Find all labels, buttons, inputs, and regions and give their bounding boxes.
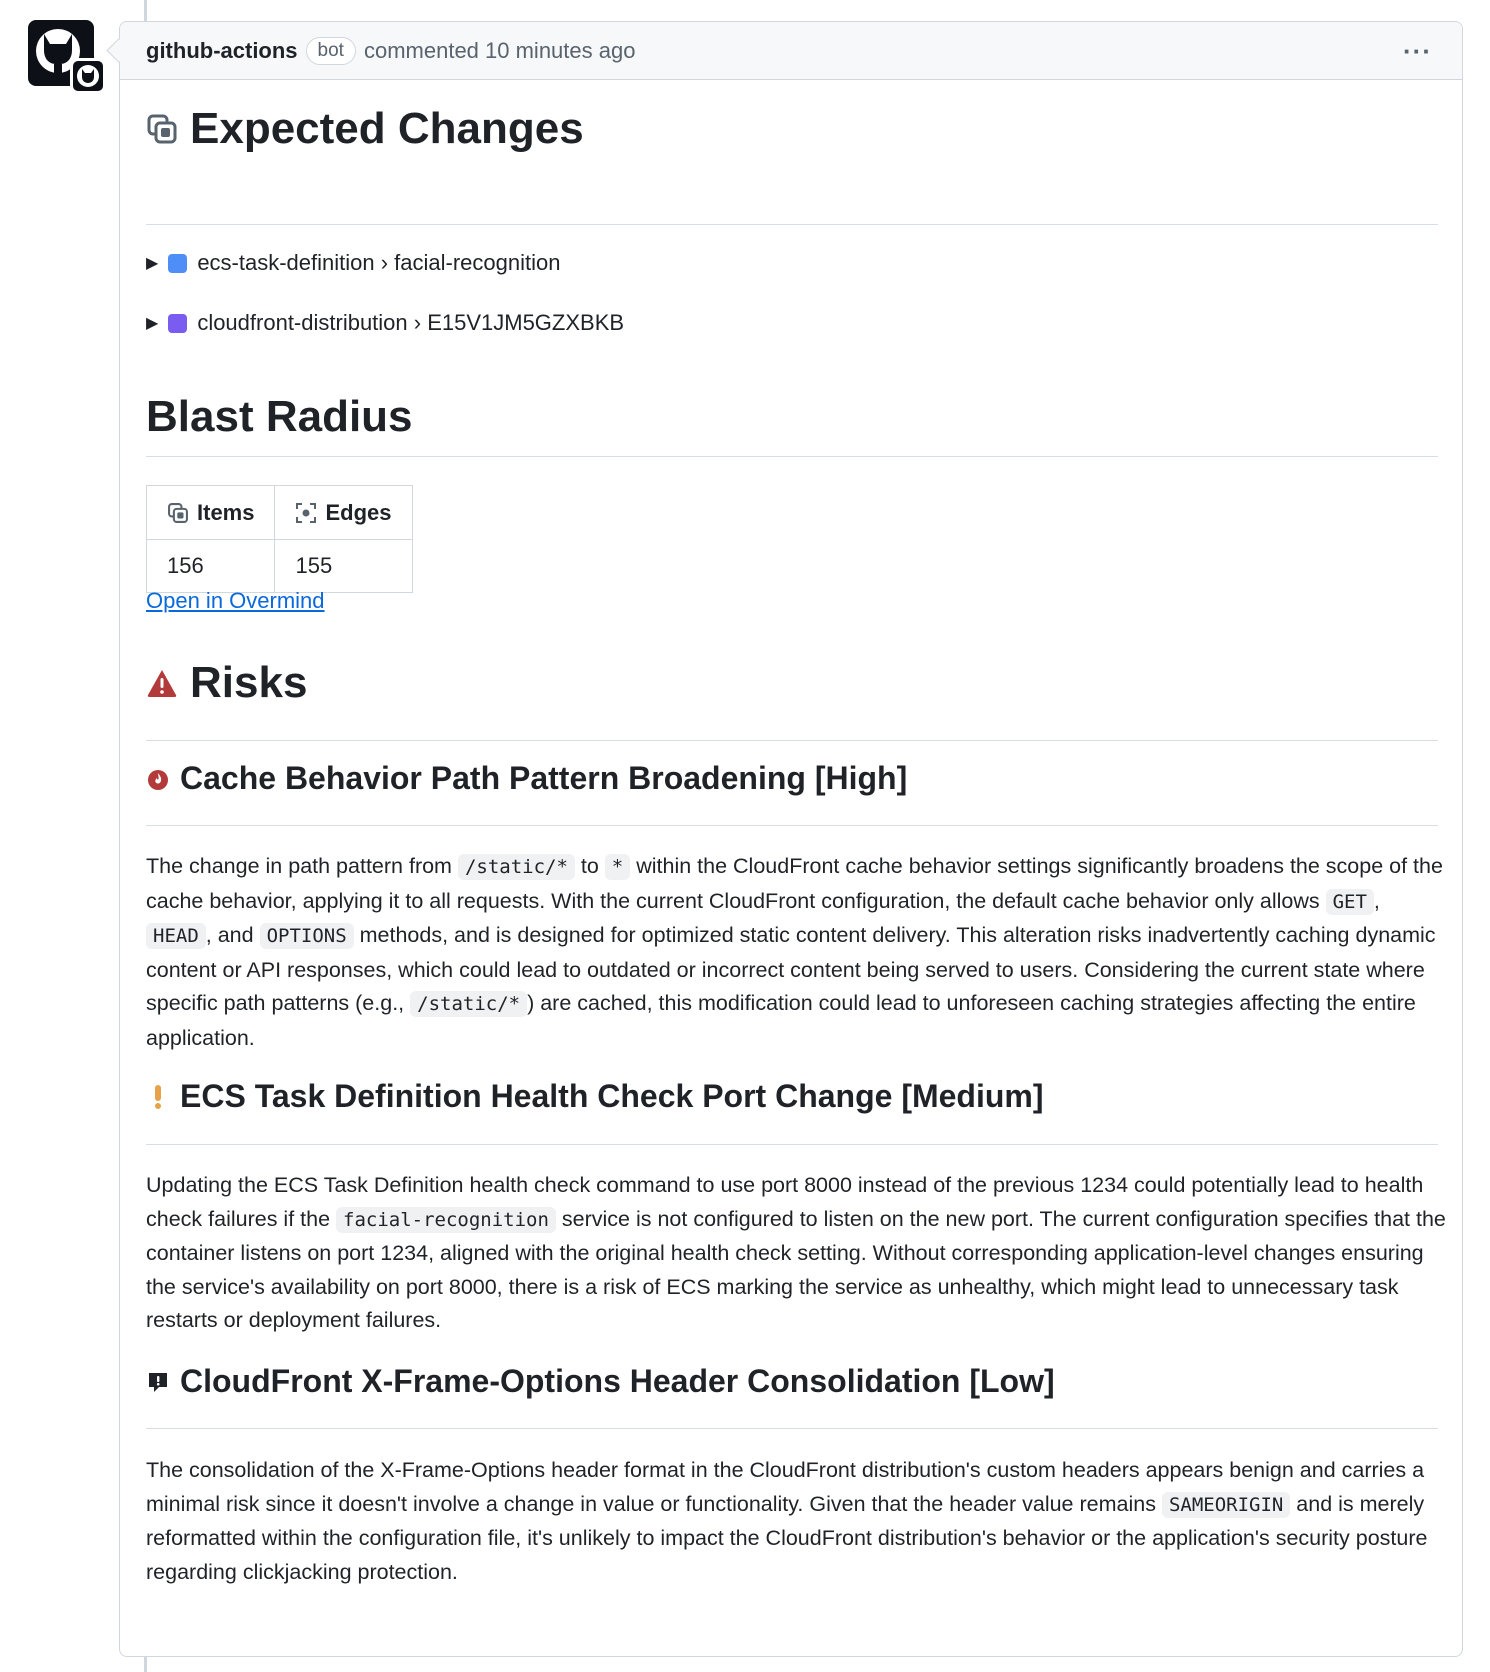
ecs-icon [168, 254, 187, 273]
items-label: Items [197, 499, 255, 525]
comment-header [120, 22, 1462, 80]
cloudfront-icon [168, 314, 187, 333]
flame-icon [146, 767, 170, 791]
items-column-header [147, 486, 275, 540]
expand-triangle-icon[interactable]: ▶ [146, 315, 159, 332]
table-row [147, 540, 413, 593]
focus-icon [295, 502, 317, 524]
items-value: 156 [147, 540, 275, 593]
change-item-label: ecs-task-definition › facial-recognition [197, 250, 561, 275]
risk-description-high: The change in path pattern from /static/* to * within the CloudFront cache behavior settings significantly broadens the scope of the cache behavior, applying it to all requests. With the current CloudFront configuration, the default cache behavior only allows GET , HEAD , and OPTIONS methods, and is designed for optimized static content delivery. This alteration risks inadvertently caching dynamic content or API responses, which could lead to outdated or incorrect content being served to users. Considering the current state where specific path patterns (e.g., /static/* ) are cached, this modification could lead to unforeseen caching strategies affecting the entire application. [146, 854, 1443, 1050]
comment-card [119, 21, 1463, 1657]
inline-code: HEAD [146, 923, 206, 949]
comment-timestamp[interactable]: commented 10 minutes ago [363, 37, 636, 63]
expected-changes-title: Expected Changes [190, 104, 584, 153]
edges-value: 155 [275, 540, 412, 593]
divider [146, 740, 1438, 741]
stacked-squares-icon [167, 502, 189, 524]
blast-radius-title: Blast Radius [146, 392, 413, 441]
edges-label: Edges [325, 499, 392, 525]
risk-heading-medium [146, 1078, 1044, 1115]
risks-title: Risks [190, 658, 308, 707]
divider [146, 1428, 1438, 1429]
inline-code: * [605, 854, 630, 880]
risk-title: CloudFront X-Frame-Options Header Consolidation [Low] [180, 1363, 1055, 1399]
risk-title: Cache Behavior Path Pattern Broadening [High] [180, 760, 908, 796]
inline-code: GET [1326, 889, 1374, 915]
app-badge-icon [70, 58, 106, 94]
blast-radius-heading [146, 392, 413, 442]
expected-changes-heading [146, 104, 584, 154]
divider [146, 456, 1438, 457]
divider [146, 224, 1438, 225]
risks-heading [146, 658, 307, 708]
inline-code: SAMEORIGIN [1162, 1492, 1290, 1518]
divider [146, 825, 1438, 826]
inline-code: /static/* [458, 854, 575, 880]
risk-heading-high [146, 760, 907, 797]
stacked-squares-icon [146, 113, 178, 145]
divider [146, 1144, 1438, 1145]
risk-heading-low [146, 1363, 1055, 1400]
inline-code: /static/* [410, 991, 527, 1017]
bot-badge: bot [306, 37, 356, 65]
table-header-row [147, 486, 413, 540]
open-in-overmind-link[interactable]: Open in Overmind [146, 588, 325, 613]
edges-column-header [275, 486, 412, 540]
risk-description-medium: Updating the ECS Task Definition health check command to use port 8000 instead of the previous 1234 could potentially lead to health check failures if the facial-recognition service is not configured to listen on the new port. The current configuration specifies that the container listens on port 1234, aligned with the original health check setting. Without corresponding application-level changes ensuring the service's availability on port 8000, there is a risk of ECS marking the service as unhealthy, which might lead to unnecessary task restarts or deployment failures. [146, 1173, 1446, 1332]
expand-triangle-icon[interactable]: ▶ [146, 255, 159, 272]
blast-radius-table [146, 485, 413, 593]
inline-code: facial-recognition [336, 1207, 556, 1233]
risk-title: ECS Task Definition Health Check Port Change [Medium] [180, 1078, 1044, 1114]
change-item-cloudfront[interactable] [146, 310, 624, 336]
exclamation-icon [146, 1083, 170, 1111]
more-options-button[interactable]: ··· [1403, 36, 1432, 66]
info-bubble-icon [146, 1370, 170, 1394]
alert-triangle-icon [146, 668, 178, 698]
inline-code: OPTIONS [260, 923, 354, 949]
change-item-label: cloudfront-distribution › E15V1JM5GZXBKB [197, 310, 625, 335]
risk-description-low: The consolidation of the X-Frame-Options header format in the CloudFront distribution's custom headers appears benign and carries a minimal risk since it doesn't involve a change in value or functionality. Given that the header value remains SAMEORIGIN and is merely reformatted within the configuration file, it's unlikely to impact the CloudFront distribution's behavior or the application's security posture regarding clickjacking protection. [146, 1458, 1428, 1584]
change-item-ecs[interactable] [146, 250, 560, 276]
comment-author[interactable]: github-actions [146, 37, 298, 63]
